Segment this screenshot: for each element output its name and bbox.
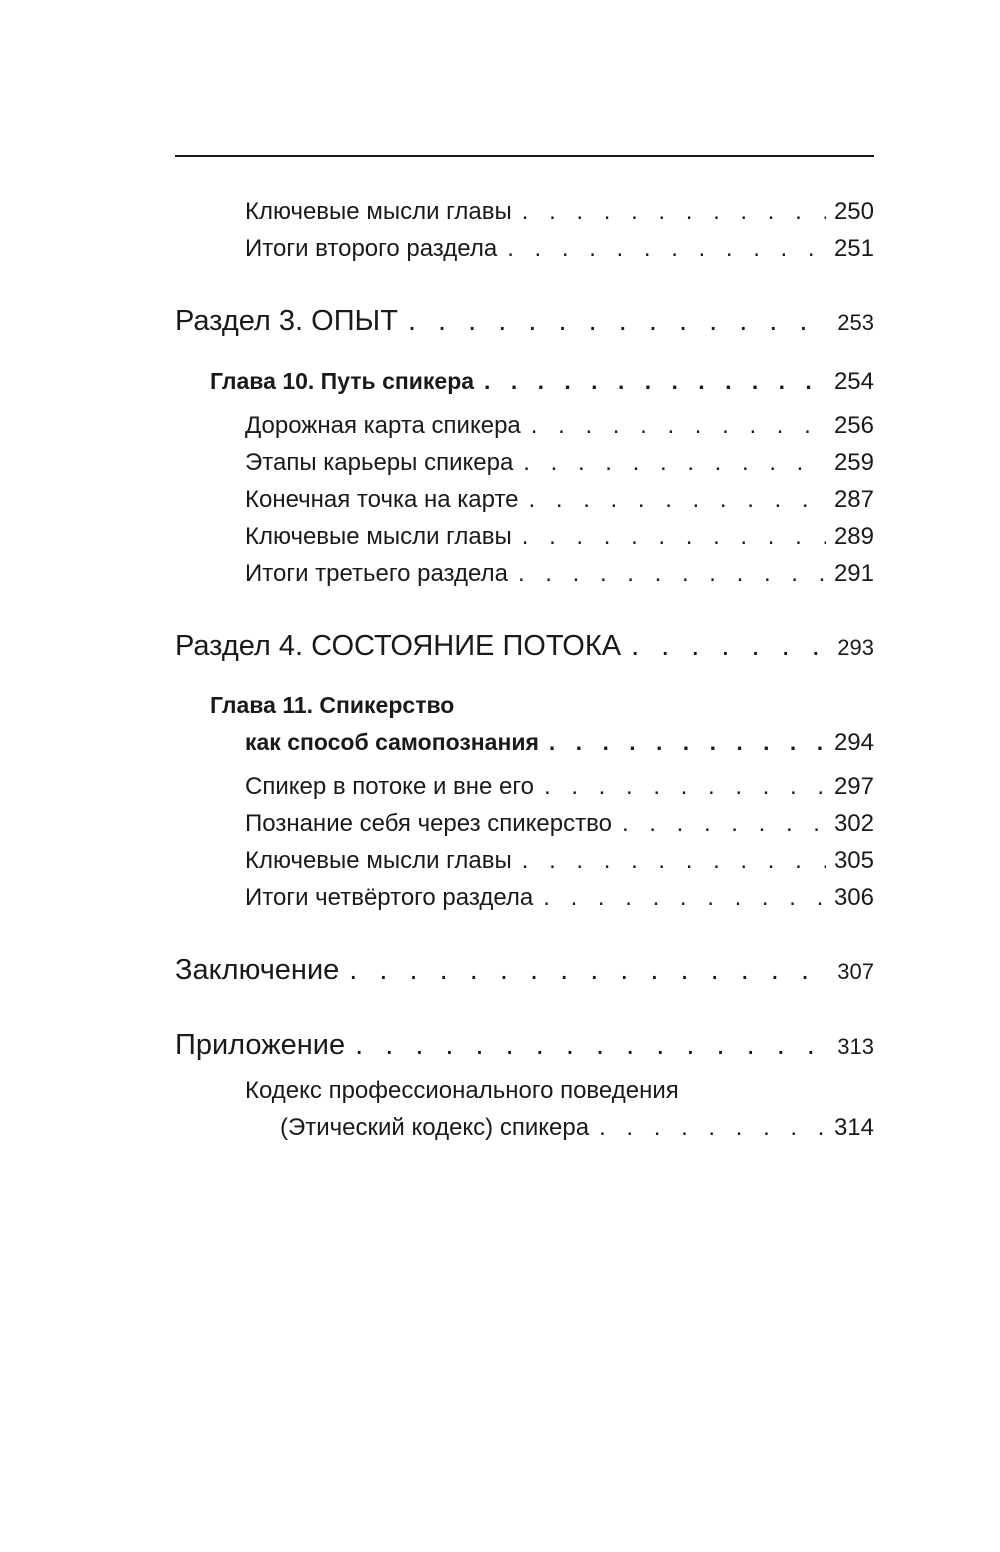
toc-chapter-title: как способ самопознания (245, 729, 539, 755)
toc-entry-title: Познание себя через спикерство (245, 810, 612, 837)
toc-entry-title: Итоги четвёртого раздела (245, 884, 534, 911)
toc-entry-title: Итоги третьего раздела (245, 560, 508, 587)
toc-page-number: 305 (833, 847, 874, 874)
toc-entry-title: Ключевые мысли главы (245, 198, 512, 225)
toc-section-4[interactable] (175, 630, 874, 663)
toc-section-title: Раздел 4. СОСТОЯНИЕ ПОТОКА (175, 630, 622, 662)
dot-leader (544, 773, 826, 801)
dot-leader (522, 198, 826, 226)
dot-leader (484, 368, 826, 395)
toc-appendix[interactable] (175, 1029, 874, 1062)
dot-leader (349, 954, 829, 987)
toc-entry-key-thoughts-1[interactable] (245, 198, 874, 226)
toc-section-3[interactable] (175, 305, 874, 338)
toc-entry-self-knowledge[interactable] (245, 810, 874, 838)
dot-leader (518, 560, 826, 588)
dot-leader (523, 449, 826, 477)
toc-page-number: 307 (837, 959, 874, 984)
toc-entry-title: Ключевые мысли главы (245, 523, 512, 550)
toc-page-number: 253 (837, 310, 874, 335)
toc-section-title: Заключение (175, 954, 340, 986)
toc-code-of-conduct[interactable] (280, 1114, 874, 1142)
toc-entry-title: Спикер в потоке и вне его (245, 773, 534, 800)
dot-leader (543, 884, 826, 912)
toc-entry-summary-section-3[interactable] (245, 560, 874, 588)
dot-leader (622, 810, 826, 838)
toc-page-number: 314 (833, 1114, 874, 1141)
dot-leader (631, 630, 829, 663)
dot-leader (599, 1114, 826, 1142)
toc-entry-key-thoughts-3[interactable] (245, 847, 874, 875)
toc-page-number: 291 (833, 560, 874, 587)
toc-page-number: 313 (837, 1034, 874, 1059)
toc-section-title: Приложение (175, 1029, 346, 1061)
dot-leader (529, 486, 826, 514)
toc-page-number: 297 (833, 773, 874, 800)
toc-entry-title: Дорожная карта спикера (245, 412, 521, 439)
dot-leader (549, 729, 826, 756)
toc-page-number: 306 (833, 884, 874, 911)
toc-section-title: Раздел 3. ОПЫТ (175, 305, 398, 337)
toc-page-number: 293 (837, 635, 874, 660)
toc-entry-title: Итоги второго раздела (245, 235, 498, 262)
dot-leader (355, 1029, 829, 1062)
toc-page-number: 254 (833, 368, 874, 395)
toc-entry-endpoint[interactable] (245, 486, 874, 514)
toc-page-number: 251 (833, 235, 874, 262)
toc-page-number: 250 (833, 198, 874, 225)
toc-page-number: 259 (833, 449, 874, 476)
toc-page-number: 256 (833, 412, 874, 439)
toc-entry-key-thoughts-2[interactable] (245, 523, 874, 551)
dot-leader (531, 412, 826, 440)
toc-chapter-10[interactable] (210, 368, 874, 396)
toc-entry-summary-section-4[interactable] (245, 884, 874, 912)
toc-entry-summary-section-2[interactable] (245, 235, 874, 263)
dot-leader (507, 235, 826, 263)
toc-page-number: 287 (833, 486, 874, 513)
toc-page-number: 289 (833, 523, 874, 550)
toc-code-of-conduct-line1[interactable]: Кодекс профессионального поведения (245, 1077, 679, 1104)
toc-page-number: 294 (833, 729, 874, 756)
toc-entry-title: Конечная точка на карте (245, 486, 519, 513)
dot-leader (522, 847, 826, 875)
toc-entry-roadmap[interactable] (245, 412, 874, 440)
dot-leader (522, 523, 826, 551)
toc-chapter-11-line1[interactable]: Глава 11. Спикерство (210, 692, 455, 718)
toc-conclusion[interactable] (175, 954, 874, 987)
toc-entry-title: (Этический кодекс) спикера (280, 1114, 590, 1141)
toc-entry-title: Этапы карьеры спикера (245, 449, 514, 476)
toc-chapter-11[interactable] (245, 729, 874, 757)
toc-entry-in-flow[interactable] (245, 773, 874, 801)
toc-chapter-title: Глава 10. Путь спикера (210, 368, 475, 394)
toc-page-number: 302 (833, 810, 874, 837)
toc-entry-career-stages[interactable] (245, 449, 874, 477)
toc-entry-title: Ключевые мысли главы (245, 847, 512, 874)
dot-leader (408, 305, 829, 338)
header-rule (175, 155, 874, 157)
